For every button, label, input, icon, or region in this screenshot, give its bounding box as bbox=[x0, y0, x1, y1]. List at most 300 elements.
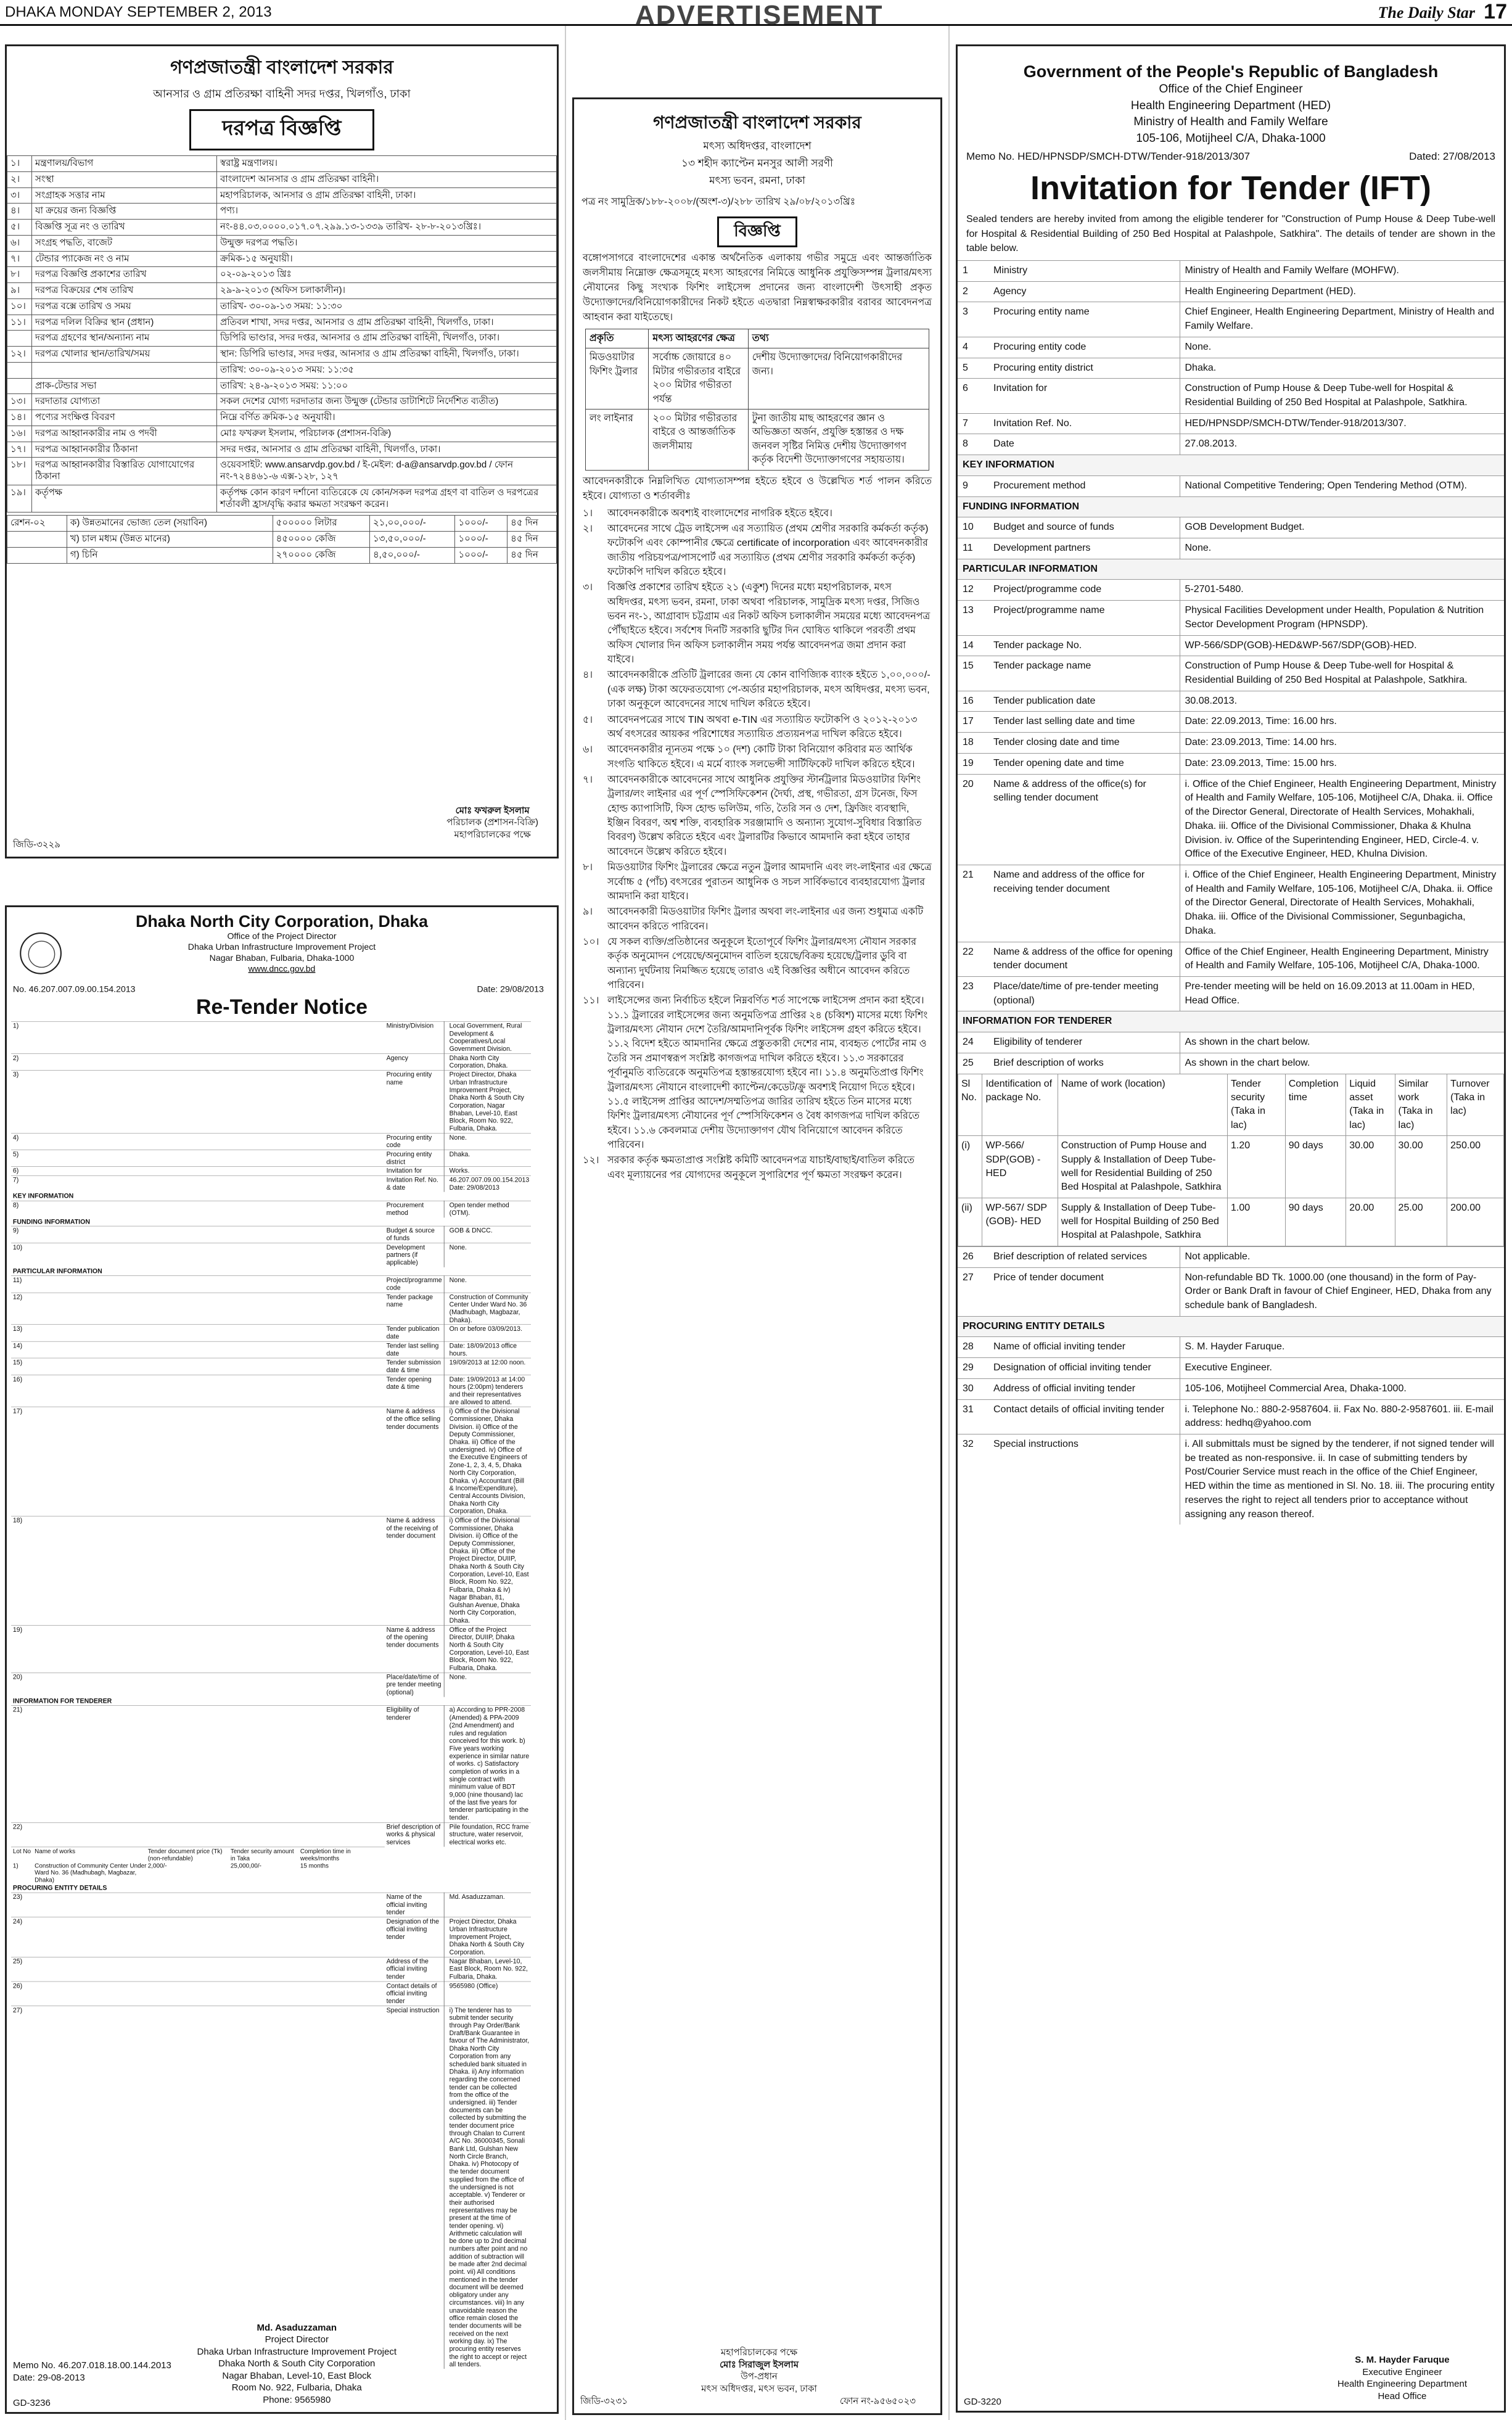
row-value: i) The tenderer has to submit tender security through Pay Order/Bank Draft/Bank Guarantee in favour of The Administrator, Dhaka North City Corporation from any scheduled bank situated in Dhaka. ii) Any information regarding the concerned tender can be collected from the office of the undersigned. iii) Tender documents can be collected by submitting the tender document price through Chalan to Current A/C No. 36000345, Sonali Bank Ltd, Gulshan New North Circle Branch, Dhaka. iv) Photocopy of the tender document supplied from the office of the undersigned is not acceptable. v) Tenderer or their authorised representatives may be present at the time of tender opening. vi) Arithmetic calculation will be done up to 2nd decimal numbers after point and no addition of subtraction will be made after 2nd decimal point. vii) All conditions mentioned in the tender document will be deemed obligatory under any circumstances. viii) In any unavoidable reason the office remain closed the tender documents will be received on the next working day. ix) The procuring entity reserves the right to accept or reject all tenders. bbox=[444, 2006, 531, 2369]
works-cell: 250.00 bbox=[1447, 1136, 1504, 1198]
ad-subtitle: ১৩ শহীদ ক্যাপ্টেন মনসুর আলী সরণী bbox=[681, 157, 833, 169]
works-cell: WP-566/ SDP(GOB) -HED bbox=[982, 1136, 1058, 1198]
row-number: ২। bbox=[7, 171, 32, 187]
item-text: লাইসেন্সের জন্য নির্বাচিত হইলে নিম্নবর্ণিত শর্ত সাপেক্ষে লাইসেন্স প্রদান করা হইবে। ১১.১ ট্রলারের লাইসেন্সের জন্য অনুমতিপত্র প্রাপ্তির ২৪ (চব্বিশ) মাসের মধ্যে ফিশিং ট্রলার/মৎস্য নৌযান দেশে তৈরি/আমদানিপূর্বক ফিশিং লাইসেন্স গ্রহণ করিতে হইবে। ১১.২ বিদেশ হইতে আমদানির ক্ষেত্রে প্রস্তুতকারী দেশের নাম, ব্যবহৃত পোর্টের নাম ও তৈরি সন প্রমাণস্বরূপ সংশ্লিষ্ট কাগজপত্র দাখিল করিতে হইবে। ১১.৩ সরকারের পূর্বানুমতি ব্যতিরেকে অনুমতিপত্র হস্তান্তরযোগ্য হইবে না। ১১.৪ অনুমতিপ্রাপ্ত ফিশিং ট্রলার/মৎস্য নৌযানে বাংলাদেশী ক্যাপ্টেন/কেডেট/ক্রু অবশ্যই নিয়োগ দিতে হইবে। ১১.৫ লাইসেন্স প্রাপ্তির আদেশ/সম্মতিপত্র জারির তারিখ হইতে তিন মাসের মধ্যে ফিশিং ট্রলার/মৎস্য নৌযানের পূর্ণ স্পেসিফিকেশন ও বৈধ কাগজপত্র দাখিল করিতে হইবে। ১১.৬ কেবলমাত্র দেশীয় উদ্যোক্তাগণ যৌথ বিনিয়োগে আবেদন করিতে পারিবেন। bbox=[607, 995, 928, 1150]
row-value: 27.08.2013. bbox=[1180, 434, 1504, 455]
row-value: Date: 19/09/2013 at 14:00 hours (2:00pm) tenderers and their representatives are allowed to attend. bbox=[444, 1375, 531, 1407]
row-label: Ministry/Division bbox=[385, 1021, 444, 1053]
row-label: Tender last selling date and time bbox=[988, 712, 1180, 733]
row-label: Tender last selling date bbox=[385, 1341, 444, 1358]
row-label: Procuring entity name bbox=[988, 302, 1180, 337]
works-header-cell: Identification of package No. bbox=[982, 1074, 1058, 1136]
intro-paragraph: বঙ্গোপসাগরে বাংলাদেশের একান্ত অর্থনৈতিক এলাকায় গভীর সমুদ্রে এবং আন্তর্জাতিক জলসীমায় নিম্নোক্ত ক্ষেত্রসমূহে মৎস্য আহরণের নিমিত্তে আধুনিক প্রযুক্তিসম্পন্ন ট্রলার/মৎস্য নৌযানের কিছু সংখ্যক ফিশিং লাইসেন্স প্রদানের জন্য বাংলাদেশী উৎসাহী প্রকৃত উদ্যোক্তাদের/বিনিয়োগকারীদের নিকট হইতে এতদ্বারা নিম্নস্বাক্ষরকারীর বরাবর আবেদনপত্র আহবান করা যাইতেছে। bbox=[583, 253, 932, 323]
signer-name: S. M. Hayder Faruque bbox=[1355, 2355, 1450, 2365]
table-row bbox=[7, 267, 557, 283]
table-row bbox=[958, 1399, 1504, 1434]
row-value: Non-refundable BD Tk. 1000.00 (one thousand) in the form of Pay-Order or Bank Draft in favour of Chief Engineer, HED, Dhaka from any schedule bank of Bangladesh. bbox=[1180, 1267, 1504, 1316]
table-row bbox=[958, 1337, 1504, 1358]
list-item bbox=[583, 580, 932, 667]
signer-line: Nagar Bhaban, Level-10, East Block bbox=[222, 2370, 372, 2381]
table-row bbox=[958, 774, 1504, 865]
row-number: 30 bbox=[958, 1378, 988, 1399]
row-value: Health Engineering Department (HED). bbox=[1180, 281, 1504, 302]
item-text: আবেদনকারীকে আবেদনের সাথে আধুনিক প্রযুক্তির স্টার্নট্রলার মিডওয়াটার ফিশিং ট্রলার/লং লাইনার এর পূর্ণ স্পেসিফিকেশন (দৈর্ঘ্য, প্রস্থ, গভীরতা, গ্রস টনেজ, ফিস হোল্ড ক্যাপাসিটি, ফিস হোল্ড ভলিউম, গতি, তৈরি সন ও দেশ, ফ্রিজিং ব্যবস্থাদি, ইঞ্জিন বিবরণ, অশ্ব শক্তি, ব্যবহারিক সরঞ্জামাদি ও অন্যান্য সুযোগ-সুবিধার বিস্তারিত বিবরণ) উল্লেখ করিতে হইবে এবং ট্রলারটির কিভাবে আমদানি করা হইবে তাহার আবেদনে উল্লেখ করিতে হইবে। bbox=[607, 774, 922, 857]
signer-name: Md. Asaduzzaman bbox=[257, 2322, 337, 2333]
table-row bbox=[585, 348, 929, 410]
row-label: প্রাক-টেন্ডার সভা bbox=[32, 378, 217, 394]
row-number: 7 bbox=[958, 413, 988, 434]
row-label: Brief description of works bbox=[988, 1053, 1180, 1073]
row-value: None. bbox=[444, 1243, 531, 1267]
table-row bbox=[958, 281, 1504, 302]
row-label: Contact details of official inviting tender bbox=[988, 1399, 1180, 1434]
row-value: 105-106, Motijheel Commercial Area, Dhaka-1000. bbox=[1180, 1378, 1504, 1399]
item-text: আবেদনের সাথে ট্রেড লাইসেন্স এর সত্যায়িত (প্রথম শ্রেণীর সরকারি কর্মকর্তা কর্তৃক) ফটোকপি এবং কোম্পানীর ক্ষেত্রে certificate of incorporation এবং আবেদনকারীর জাতীয় পরিচয়পত্র/পাসপোর্ট এর সত্যায়িত (প্রথম শ্রেণীর সরকারি কর্মকর্তা কর্তৃক) ফটোকপি দাখিল করিতে হইবে। bbox=[607, 523, 929, 577]
item-cell bbox=[7, 532, 67, 548]
table-row bbox=[958, 580, 1504, 601]
memo-number: No. 46.207.007.09.00.154.2013 bbox=[12, 984, 136, 995]
row-value: Physical Facilities Development under Health, Population & Nutrition Sector Development Program (HPNSDP). bbox=[1180, 601, 1504, 635]
section-heading: KEY INFORMATION bbox=[12, 1192, 74, 1200]
memo-footer bbox=[13, 2360, 171, 2384]
works-header-cell: Completion time bbox=[1285, 1074, 1346, 1136]
item-row bbox=[7, 516, 557, 532]
item-text: আবেদনপত্রের সাথে TIN অথবা e-TIN এর সত্যায়িত ফটোকপি ও ২০১২-২০১৩ অর্থ বৎসরের আয়কর পরিশোধের সত্যায়িত প্রত্যয়নপত্র দাখিল করিতে হইবে। bbox=[607, 714, 918, 739]
table-row bbox=[958, 538, 1504, 559]
row-number: ১৪। bbox=[7, 410, 32, 426]
row-label: Procurement method bbox=[385, 1201, 444, 1217]
gd-number: জিডি-৩২২৯ bbox=[13, 839, 61, 850]
works-cell: 1.00 bbox=[1227, 1198, 1285, 1246]
row-number: 3) bbox=[11, 1070, 385, 1133]
row-value: 9565980 (Office) bbox=[444, 1982, 531, 2006]
works-cell: Construction of Pump House and Supply & Installation of Deep Tube-well for Residential Building of 250 Bed Hospital at Palashpole, Satkhira bbox=[1058, 1136, 1227, 1198]
row-label: Date bbox=[988, 434, 1180, 455]
table-row bbox=[7, 362, 557, 378]
row-number: 13 bbox=[958, 601, 988, 635]
item-cell: খ) চাল মধ্যম (উন্নত মানের) bbox=[67, 532, 273, 548]
item-text: বিজ্ঞপ্তি প্রকাশের তারিখ হইতে ২১ (একুশ) দিনের মধ্যে মহাপরিচালক, মৎস অধিদপ্তর, মৎস্য ভবন, রমনা, ঢাকা অথবা পরিচালক, সামুদ্রিক মৎস্য দপ্তর, সিজিও ভবন নং-১, আগ্রাবাদ চট্টগ্রাম এর নিকট অফিস চলাকালীন সময়ের মধ্যে আবেদনপত্র পৌঁছাইতে হইবে। সর্বশেষ দিনটি সরকারি ছুটির দিন ঘোষিত থাকিলে পরবর্তী প্রথম অফিস খোলার দিন অফিস চলাকালীন সময় পর্যন্ত আবেদনপত্র জমা প্রদান করা যাইবে। bbox=[607, 582, 931, 665]
row-number: 9 bbox=[958, 475, 988, 496]
ad-title: Government of the People's Republic of Bangladesh bbox=[1023, 62, 1439, 81]
row-label: Special instruction bbox=[385, 2006, 444, 2369]
row-label: Name of official inviting tender bbox=[988, 1337, 1180, 1358]
table-row bbox=[7, 283, 557, 299]
row-label: Eligibility of tenderer bbox=[988, 1032, 1180, 1053]
row-label: সংগ্রহ পদ্ধতি, বাজেট bbox=[32, 235, 217, 251]
row-number: 11) bbox=[11, 1276, 385, 1293]
row-value: National Competitive Tendering; Open Tendering Method (OTM). bbox=[1180, 475, 1504, 496]
row-label: Name & address of the office(s) for selling tender document bbox=[988, 774, 1180, 865]
section-heading: INFORMATION FOR TENDERER bbox=[12, 1697, 112, 1705]
signer-title: পরিচালক (প্রশাসন-বিক্রি) bbox=[446, 817, 538, 828]
row-number: 12) bbox=[11, 1293, 385, 1325]
item-number: ৪। bbox=[583, 670, 593, 681]
row-value: Construction of Pump House & Deep Tube-well for Hospital & Residential Building of 250 Bed Hospital at Palashpole, Satkhira. bbox=[1180, 656, 1504, 691]
dncc-seal-icon bbox=[20, 932, 62, 974]
row-value: Nagar Bhaban, Level-10, East Block, Room No. 922, Fulbaria, Dhaka. bbox=[444, 1957, 531, 1982]
works-cell: Supply & Installation of Deep Tube-well for Hospital Building of 250 Bed Hospital at Palashpole, Satkhira bbox=[1058, 1198, 1227, 1246]
row-label: মন্ত্রণালয়/বিভাগ bbox=[32, 156, 217, 172]
item-text: মিডওয়াটার ফিশিং ট্রলারের ক্ষেত্রে নতুন ট্রলার আমদানি এবং লং-লাইনার এর ক্ষেত্রে সর্বোচ্চ ৫ (পাঁচ) বৎসরের পুরাতন আধুনিক ও সচল সার্বিকভাবে ব্যবহারযোগ্য ট্রলার আমদানি করা যাইবে। bbox=[607, 862, 932, 902]
list-item bbox=[583, 713, 932, 742]
works-header-cell: Similar work (Taka in lac) bbox=[1395, 1074, 1447, 1136]
row-number: ১। bbox=[7, 156, 32, 172]
row-value: a) According to PPR-2008 (Amended) & PPA-2009 (2nd Amendment) and rules and regulation conceived for this work. b) Five years working experience in similar nature of works. c) Satisfactory completion of works in a single contract with minimum value of BDT 9,000 (nine thousand) lac of the last five years for tenderer participating in the tender. bbox=[444, 1706, 531, 1822]
table-row bbox=[7, 187, 557, 204]
row-value: Office of the Project Director, DUIIP, Dhaka North & South City Corporation, Level-10, East Block, Room No. 922, Fulbaria, Dhaka. bbox=[444, 1625, 531, 1673]
item-cell: ১০০০/- bbox=[455, 532, 507, 548]
signature-block bbox=[197, 2322, 396, 2406]
table-row bbox=[958, 496, 1504, 517]
list-item bbox=[583, 994, 932, 1152]
signer-name: মোঃ ফখরুল ইসলাম bbox=[455, 805, 530, 816]
row-label: Project/programme name bbox=[988, 601, 1180, 635]
row-number: ৩। bbox=[7, 187, 32, 204]
lot-cell: Construction of Community Center Under Ward No. 36 (Madhubagh, Magbazar, Dhaka) bbox=[35, 1862, 147, 1883]
table-row bbox=[958, 434, 1504, 455]
row-number: ৫। bbox=[7, 220, 32, 236]
item-cell: ১৩,৫০,০০০/- bbox=[369, 532, 454, 548]
row-number: 8 bbox=[958, 434, 988, 455]
row-number: 6) bbox=[11, 1167, 385, 1176]
row-value: GOB & DNCC. bbox=[444, 1226, 531, 1243]
row-number: 11 bbox=[958, 538, 988, 559]
conditions-intro: আবেদনকারীকে নিম্নলিখিত যোগ্যতাসম্পন্ন হইতে হইবে ও উল্লেখিত শর্ত পালন করিতে হইবে। যোগ্যতা ও শর্তাবলীঃ bbox=[583, 475, 932, 501]
row-label: Address of official inviting tender bbox=[988, 1378, 1180, 1399]
row-value: Dhaka. bbox=[444, 1150, 531, 1167]
row-number: 28 bbox=[958, 1337, 988, 1358]
table-row bbox=[11, 1192, 531, 1201]
row-label: Procuring entity district bbox=[988, 358, 1180, 379]
section-heading: PARTICULAR INFORMATION bbox=[958, 559, 1504, 580]
row-value: WP-566/SDP(GOB)-HED&WP-567/SDP(GOB)-HED. bbox=[1180, 635, 1504, 656]
item-text: আবেদনকারীকে অবশ্যই বাংলাদেশের নাগরিক হইতে হইবে। bbox=[607, 508, 832, 519]
table-row bbox=[958, 413, 1504, 434]
table-row bbox=[11, 1133, 531, 1150]
signer-line: Dhaka North & South City Corporation bbox=[218, 2358, 376, 2369]
row-value: Construction of Pump House & Deep Tube-well for Hospital & Residential Building of 250 Bed Hospital at Palashpole, Satkhira. bbox=[1180, 379, 1504, 413]
item-number: ৮। bbox=[583, 862, 593, 873]
office-line: Office of the Chief Engineer bbox=[1159, 83, 1303, 96]
table-row bbox=[11, 2006, 531, 2369]
works-cell: 90 days bbox=[1285, 1136, 1346, 1198]
row-value: নিম্নে বর্ণিত ক্রমিক-১৫ অনুযায়ী। bbox=[217, 410, 557, 426]
table-row bbox=[11, 1706, 531, 1822]
table-row bbox=[958, 976, 1504, 1011]
table-row bbox=[958, 1358, 1504, 1379]
row-label: Name & address of the receiving of tender document bbox=[385, 1516, 444, 1625]
section-heading: PROCURING ENTITY DETAILS bbox=[958, 1316, 1504, 1337]
table-row bbox=[7, 394, 557, 410]
row-label: Tender package name bbox=[385, 1293, 444, 1325]
lot-header-cell bbox=[11, 1846, 385, 1883]
row-number: ৮। bbox=[7, 267, 32, 283]
table-row bbox=[7, 156, 557, 172]
list-item bbox=[583, 1153, 932, 1182]
ad-heading: দরপত্র বিজ্ঞপ্তি bbox=[189, 109, 374, 150]
row-value: উন্মুক্ত দরপত্র পদ্ধতি। bbox=[217, 235, 557, 251]
row-label: পণ্যের সংক্ষিপ্ত বিবরণ bbox=[32, 410, 217, 426]
row-label: Development partners (if applicable) bbox=[385, 1243, 444, 1267]
memo-number: Memo No. HED/HPNSDP/SMCH-DTW/Tender-918/2013/307 bbox=[966, 150, 1251, 163]
table-cell: সর্বোচ্চ জোয়ারে ৪০ মিটার গভীরতার বাইরে ২০০ মিটার গভীরতা পর্যন্ত bbox=[649, 348, 748, 410]
row-number: 2) bbox=[11, 1053, 385, 1070]
item-number: ১২। bbox=[583, 1155, 599, 1166]
row-number: 23 bbox=[958, 976, 988, 1011]
works-header-cell: Tender security (Taka in lac) bbox=[1227, 1074, 1285, 1136]
row-value: পণ্য। bbox=[217, 204, 557, 220]
signer-for: মহাপরিচালকের পক্ষে bbox=[720, 2347, 798, 2358]
row-number: ১৩। bbox=[7, 394, 32, 410]
section-heading: KEY INFORMATION bbox=[958, 455, 1504, 476]
project-line: Dhaka Urban Infrastructure Improvement Project bbox=[187, 942, 376, 952]
works-row bbox=[958, 1136, 1504, 1198]
office-line: 105-106, Motijheel C/A, Dhaka-1000 bbox=[1136, 131, 1326, 145]
row-number: 15) bbox=[11, 1358, 385, 1375]
row-label: Place/date/time of pre-tender meeting (optional) bbox=[988, 976, 1180, 1011]
row-number: 5 bbox=[958, 358, 988, 379]
row-label: Agency bbox=[988, 281, 1180, 302]
tender-table bbox=[958, 260, 1504, 1074]
row-value: সদর দপ্তর, আনসার ও গ্রাম প্রতিরক্ষা বাহিনী, খিলগাঁও, ঢাকা। bbox=[217, 442, 557, 458]
table-row bbox=[11, 1276, 531, 1293]
tender-table-2 bbox=[958, 1246, 1504, 1525]
table-row bbox=[11, 1341, 531, 1358]
row-label: Tender opening date and time bbox=[988, 753, 1180, 774]
table-row bbox=[958, 1032, 1504, 1053]
item-cell: রেশন-০২ bbox=[7, 516, 67, 532]
tender-table bbox=[7, 155, 557, 512]
lot-header: Completion time in weeks/months bbox=[300, 1847, 351, 1862]
row-label: Place/date/time of pre tender meeting (optional) bbox=[385, 1673, 444, 1697]
table-cell: লং লাইনার bbox=[585, 409, 649, 470]
row-number: 17) bbox=[11, 1407, 385, 1516]
item-cell: ২৭০০০০ কেজি bbox=[273, 547, 369, 563]
section-heading: INFORMATION FOR TENDERER bbox=[958, 1011, 1504, 1032]
row-number: 31 bbox=[958, 1399, 988, 1434]
conditions-list bbox=[574, 506, 940, 1183]
row-number: 4 bbox=[958, 337, 988, 358]
table-row bbox=[11, 1673, 531, 1697]
website-link[interactable]: www.dncc.gov.bd bbox=[248, 964, 316, 974]
row-label: Agency bbox=[385, 1053, 444, 1070]
item-cell: ৪৫০০০০ কেজি bbox=[273, 532, 369, 548]
row-number: 27 bbox=[958, 1267, 988, 1316]
table-row bbox=[958, 1378, 1504, 1399]
list-item bbox=[583, 905, 932, 934]
item-cell: ৪৫ দিন bbox=[507, 516, 557, 532]
signer-line: Executive Engineer bbox=[1362, 2366, 1442, 2377]
item-number: ১। bbox=[583, 508, 593, 519]
section-title: ADVERTISEMENT bbox=[635, 0, 884, 30]
row-number: 27) bbox=[11, 2006, 385, 2369]
row-number: 21) bbox=[11, 1706, 385, 1822]
table-row bbox=[585, 329, 929, 348]
table-row bbox=[958, 1316, 1504, 1337]
row-value: S. M. Hayder Faruque. bbox=[1180, 1337, 1504, 1358]
table-row bbox=[7, 298, 557, 315]
list-item bbox=[583, 773, 932, 859]
works-cell: (i) bbox=[958, 1136, 982, 1198]
item-cell: ক) উন্নতমানের ভোজ্য তেল (সয়াবিন) bbox=[67, 516, 273, 532]
table-row bbox=[7, 485, 557, 512]
table-cell: মিডওয়াটার ফিশিং ট্রলার bbox=[585, 348, 649, 410]
table-row bbox=[958, 712, 1504, 733]
item-cell: ১০০০/- bbox=[455, 547, 507, 563]
table-row bbox=[7, 347, 557, 363]
row-label: Eligibility of tenderer bbox=[385, 1706, 444, 1822]
row-value: As shown in the chart below. bbox=[1180, 1053, 1504, 1073]
row-label: Procuring entity name bbox=[385, 1070, 444, 1133]
row-value: None. bbox=[444, 1276, 531, 1293]
row-value: Date: 23.09.2013, Time: 14.00 hrs. bbox=[1180, 733, 1504, 754]
row-value: মহাপরিচালক, আনসার ও গ্রাম প্রতিরক্ষা বাহিনী, ঢাকা। bbox=[217, 187, 557, 204]
works-cell: 30.00 bbox=[1395, 1136, 1447, 1198]
row-label: Tender closing date and time bbox=[988, 733, 1180, 754]
item-cell: ৪,৫০,০০০/- bbox=[369, 547, 454, 563]
list-item bbox=[583, 860, 932, 903]
table-row bbox=[958, 691, 1504, 712]
office-line: Health Engineering Department (HED) bbox=[1130, 99, 1331, 112]
row-label: Invitation Ref. No. bbox=[988, 413, 1180, 434]
row-number: 18 bbox=[958, 733, 988, 754]
table-row bbox=[958, 1053, 1504, 1073]
row-number: 22) bbox=[11, 1822, 385, 1846]
table-row bbox=[11, 1407, 531, 1516]
row-number: 3 bbox=[958, 302, 988, 337]
signature-block bbox=[574, 2347, 942, 2395]
row-label: Brief description of related services bbox=[988, 1246, 1180, 1267]
item-number: ৩। bbox=[583, 582, 593, 593]
works-header bbox=[958, 1074, 1504, 1136]
ad-subtitle: মৎস্য ভবন, রমনা, ঢাকা bbox=[709, 175, 805, 186]
ad-subtitle: আনসার ও গ্রাম প্রতিরক্ষা বাহিনী সদর দপ্তর, খিলগাঁও, ঢাকা bbox=[153, 88, 411, 100]
table-row bbox=[11, 1917, 531, 1957]
row-value: Pile foundation, RCC frame structure, water reservoir, electrical works etc. bbox=[444, 1822, 531, 1846]
lot-cell: 1) bbox=[12, 1862, 18, 1869]
row-number: 17 bbox=[958, 712, 988, 733]
ad-subtitle: মৎস্য অধিদপ্তর, বাংলাদেশ bbox=[703, 140, 811, 152]
ad-heading: Invitation for Tender (IFT) bbox=[1030, 170, 1431, 207]
table-row bbox=[7, 410, 557, 426]
row-number: 21 bbox=[958, 865, 988, 942]
row-value: None. bbox=[444, 1133, 531, 1150]
row-label: Invitation for bbox=[988, 379, 1180, 413]
item-text: সরকার কর্তৃক ক্ষমতাপ্রাপ্ত সংশ্লিষ্ট কমিটি আবেদনপত্র যাচাই/বাছাই/বাতিল করিতে এবং মূল্যায়নের পর যোগ্যদের অনুকূলে সুপারিশের পূর্ণ ক্ষমতা সংরক্ষণ করেন। bbox=[607, 1155, 914, 1180]
ad-heading: Re-Tender Notice bbox=[195, 995, 368, 1019]
row-value: Not applicable. bbox=[1180, 1246, 1504, 1267]
row-label: সংস্থা bbox=[32, 171, 217, 187]
list-item bbox=[583, 935, 932, 992]
row-number: 19) bbox=[11, 1625, 385, 1673]
works-table bbox=[958, 1074, 1504, 1246]
row-label: Contact details of official inviting tender bbox=[385, 1982, 444, 2006]
table-row bbox=[585, 409, 929, 470]
signer-line: Health Engineering Department bbox=[1337, 2379, 1467, 2389]
lot-header: Tender security amount in Taka bbox=[230, 1847, 294, 1862]
fisheries-notice-ad bbox=[572, 97, 942, 2415]
item-cell: ২১,০০,০০০/- bbox=[369, 516, 454, 532]
list-item bbox=[583, 506, 932, 521]
row-value: Works. bbox=[444, 1167, 531, 1176]
signer-line: Head Office bbox=[1378, 2390, 1427, 2401]
row-number: 1 bbox=[958, 260, 988, 281]
row-value: i. Office of the Chief Engineer, Health Engineering Department, Ministry of Health and Family Welfare, 105-106, Motijheel C/A, Dhaka. ii. Office of the Director General, Directorate of Health Services, Mohakhali, Dhaka. iii. Office of the Divisional Commissioner, Segunbagicha, Dhaka. bbox=[1180, 865, 1504, 942]
row-value: i) Office of the Divisional Commissioner, Dhaka Division. ii) Office of the Deputy Commissioner, Dhaka. iii) Office of the undersigned. iv) Office of the Executive Engineers of Zone-1, 2, 3, 4, 5, Dhaka North City Corporation, Dhaka. v) Accountant (Bill & Income/Expenditure), Central Accounts Division, Dhaka North City Corporation, Dhaka. bbox=[444, 1407, 531, 1516]
row-number: 25 bbox=[958, 1053, 988, 1073]
row-value: Date: 22.09.2013, Time: 16.00 hrs. bbox=[1180, 712, 1504, 733]
row-label: Name & address of the office selling tender documents bbox=[385, 1407, 444, 1516]
works-cell: WP-567/ SDP (GOB)- HED bbox=[982, 1198, 1058, 1246]
table-row bbox=[7, 442, 557, 458]
item-cell: ৪৫ দিন bbox=[507, 532, 557, 548]
row-number: 20) bbox=[11, 1673, 385, 1697]
list-item bbox=[583, 743, 932, 772]
item-text: আবেদনকারী মিডওয়াটার ফিশিং ট্রলার অথবা লং-লাইনার এর জন্য শুধুমাত্র একটি আবেদন করিতে পারিবেন। bbox=[607, 907, 924, 932]
row-number: 23) bbox=[11, 1893, 385, 1917]
row-label: দরপত্র আহ্বানকারীর বিস্তারিত যোগাযোগের ঠিকানা bbox=[32, 458, 217, 485]
table-row bbox=[7, 458, 557, 485]
row-value: i. All submittals must be signed by the tenderer, if not signed tender will be treated as non-responsive. ii. In case of submitting tenders by Post/Courier Service must reach in the office of the Chief Engineer, HED within the time as mentioned in Sl. No. 18. iii. The procuring entity reserves the right to reject all tenders prior to acceptance without assigning any reason thereof. bbox=[1180, 1434, 1504, 1525]
ad-title: গণপ্রজাতন্ত্রী বাংলাদেশ সরকার bbox=[653, 113, 861, 132]
table-row bbox=[958, 656, 1504, 691]
row-number: 16 bbox=[958, 691, 988, 712]
row-number: 18) bbox=[11, 1516, 385, 1625]
row-label: Tender package name bbox=[988, 656, 1180, 691]
table-row bbox=[11, 1167, 531, 1176]
works-header-cell: Sl No. bbox=[958, 1074, 982, 1136]
row-label: Special instructions bbox=[988, 1434, 1180, 1525]
list-item bbox=[583, 668, 932, 711]
item-number: ৬। bbox=[583, 744, 593, 755]
works-row bbox=[958, 1198, 1504, 1246]
section-heading: PROCURING ENTITY DETAILS bbox=[12, 1884, 107, 1892]
row-number: ৬। bbox=[7, 235, 32, 251]
signature-block bbox=[446, 805, 538, 841]
row-number: 5) bbox=[11, 1150, 385, 1167]
row-value: None. bbox=[444, 1673, 531, 1697]
table-row bbox=[958, 455, 1504, 476]
table-row bbox=[11, 1982, 531, 2006]
row-number: 26 bbox=[958, 1246, 988, 1267]
lot-header: Tender document price (Tk) (non-refundable) bbox=[147, 1847, 223, 1862]
ad-heading: বিজ্ঞপ্তি bbox=[717, 216, 797, 247]
row-number: 13) bbox=[11, 1325, 385, 1341]
memo-date-2: Date: 29-08-2013 bbox=[13, 2372, 85, 2383]
row-value: ২৯-৯-২০১৩ (অফিস চলাকালীন)। bbox=[217, 283, 557, 299]
row-number: ১২। bbox=[7, 347, 32, 363]
table-row bbox=[11, 1175, 531, 1192]
table-cell: টুনা জাতীয় মাছ আহরণের জ্ঞান ও অভিজ্ঞতা অর্জন, প্রযুক্তি হস্তান্তর ও দক্ষ জনবল সৃষ্টির নিমিত্ত দেশীয় উদ্যোক্তাগণ কর্তৃক বিদেশী উদ্যোক্তাগণের সহায়তায়। bbox=[748, 409, 929, 470]
table-row bbox=[11, 1053, 531, 1070]
row-value: i) Office of the Divisional Commissioner, Dhaka Division. ii) Office of the Deputy Commissioner, Dhaka. iii) Office of the Project Director, DUIIP, Dhaka North & South City Corporation, Level-10, East Block, Room No. 922, Fulbaria, Dhaka & iv) Nagar Bhaban, 81, Gulshan Avenue, Dhaka North City Corporation, Dhaka. bbox=[444, 1516, 531, 1625]
lot-cell: 15 months bbox=[300, 1862, 329, 1869]
row-label: Invitation for bbox=[385, 1167, 444, 1176]
masthead bbox=[0, 0, 1512, 30]
row-value: i. Telephone No.: 880-2-9587604. ii. Fax No. 880-2-9587601. iii. E-mail address: hedhq@yahoo.com bbox=[1180, 1399, 1504, 1434]
row-value: As shown in the chart below. bbox=[1180, 1032, 1504, 1053]
row-number: 14) bbox=[11, 1341, 385, 1358]
row-label: Procuring entity district bbox=[385, 1150, 444, 1167]
memo-line bbox=[958, 147, 1504, 165]
row-value: 46.207.007.09.00.154.2013 Date: 29/08/2013 bbox=[444, 1175, 531, 1192]
row-label: Address of the official inviting tender bbox=[385, 1957, 444, 1982]
table-row bbox=[7, 426, 557, 442]
row-number: 26) bbox=[11, 1982, 385, 2006]
row-value: Project Director, Dhaka Urban Infrastructure Improvement Project, Dhaka North & South City Corporation, Nagar Bhaban, Level-10, East Block, Room No. 922, Fulbaria, Dhaka. bbox=[444, 1070, 531, 1133]
row-number: 24 bbox=[958, 1032, 988, 1053]
